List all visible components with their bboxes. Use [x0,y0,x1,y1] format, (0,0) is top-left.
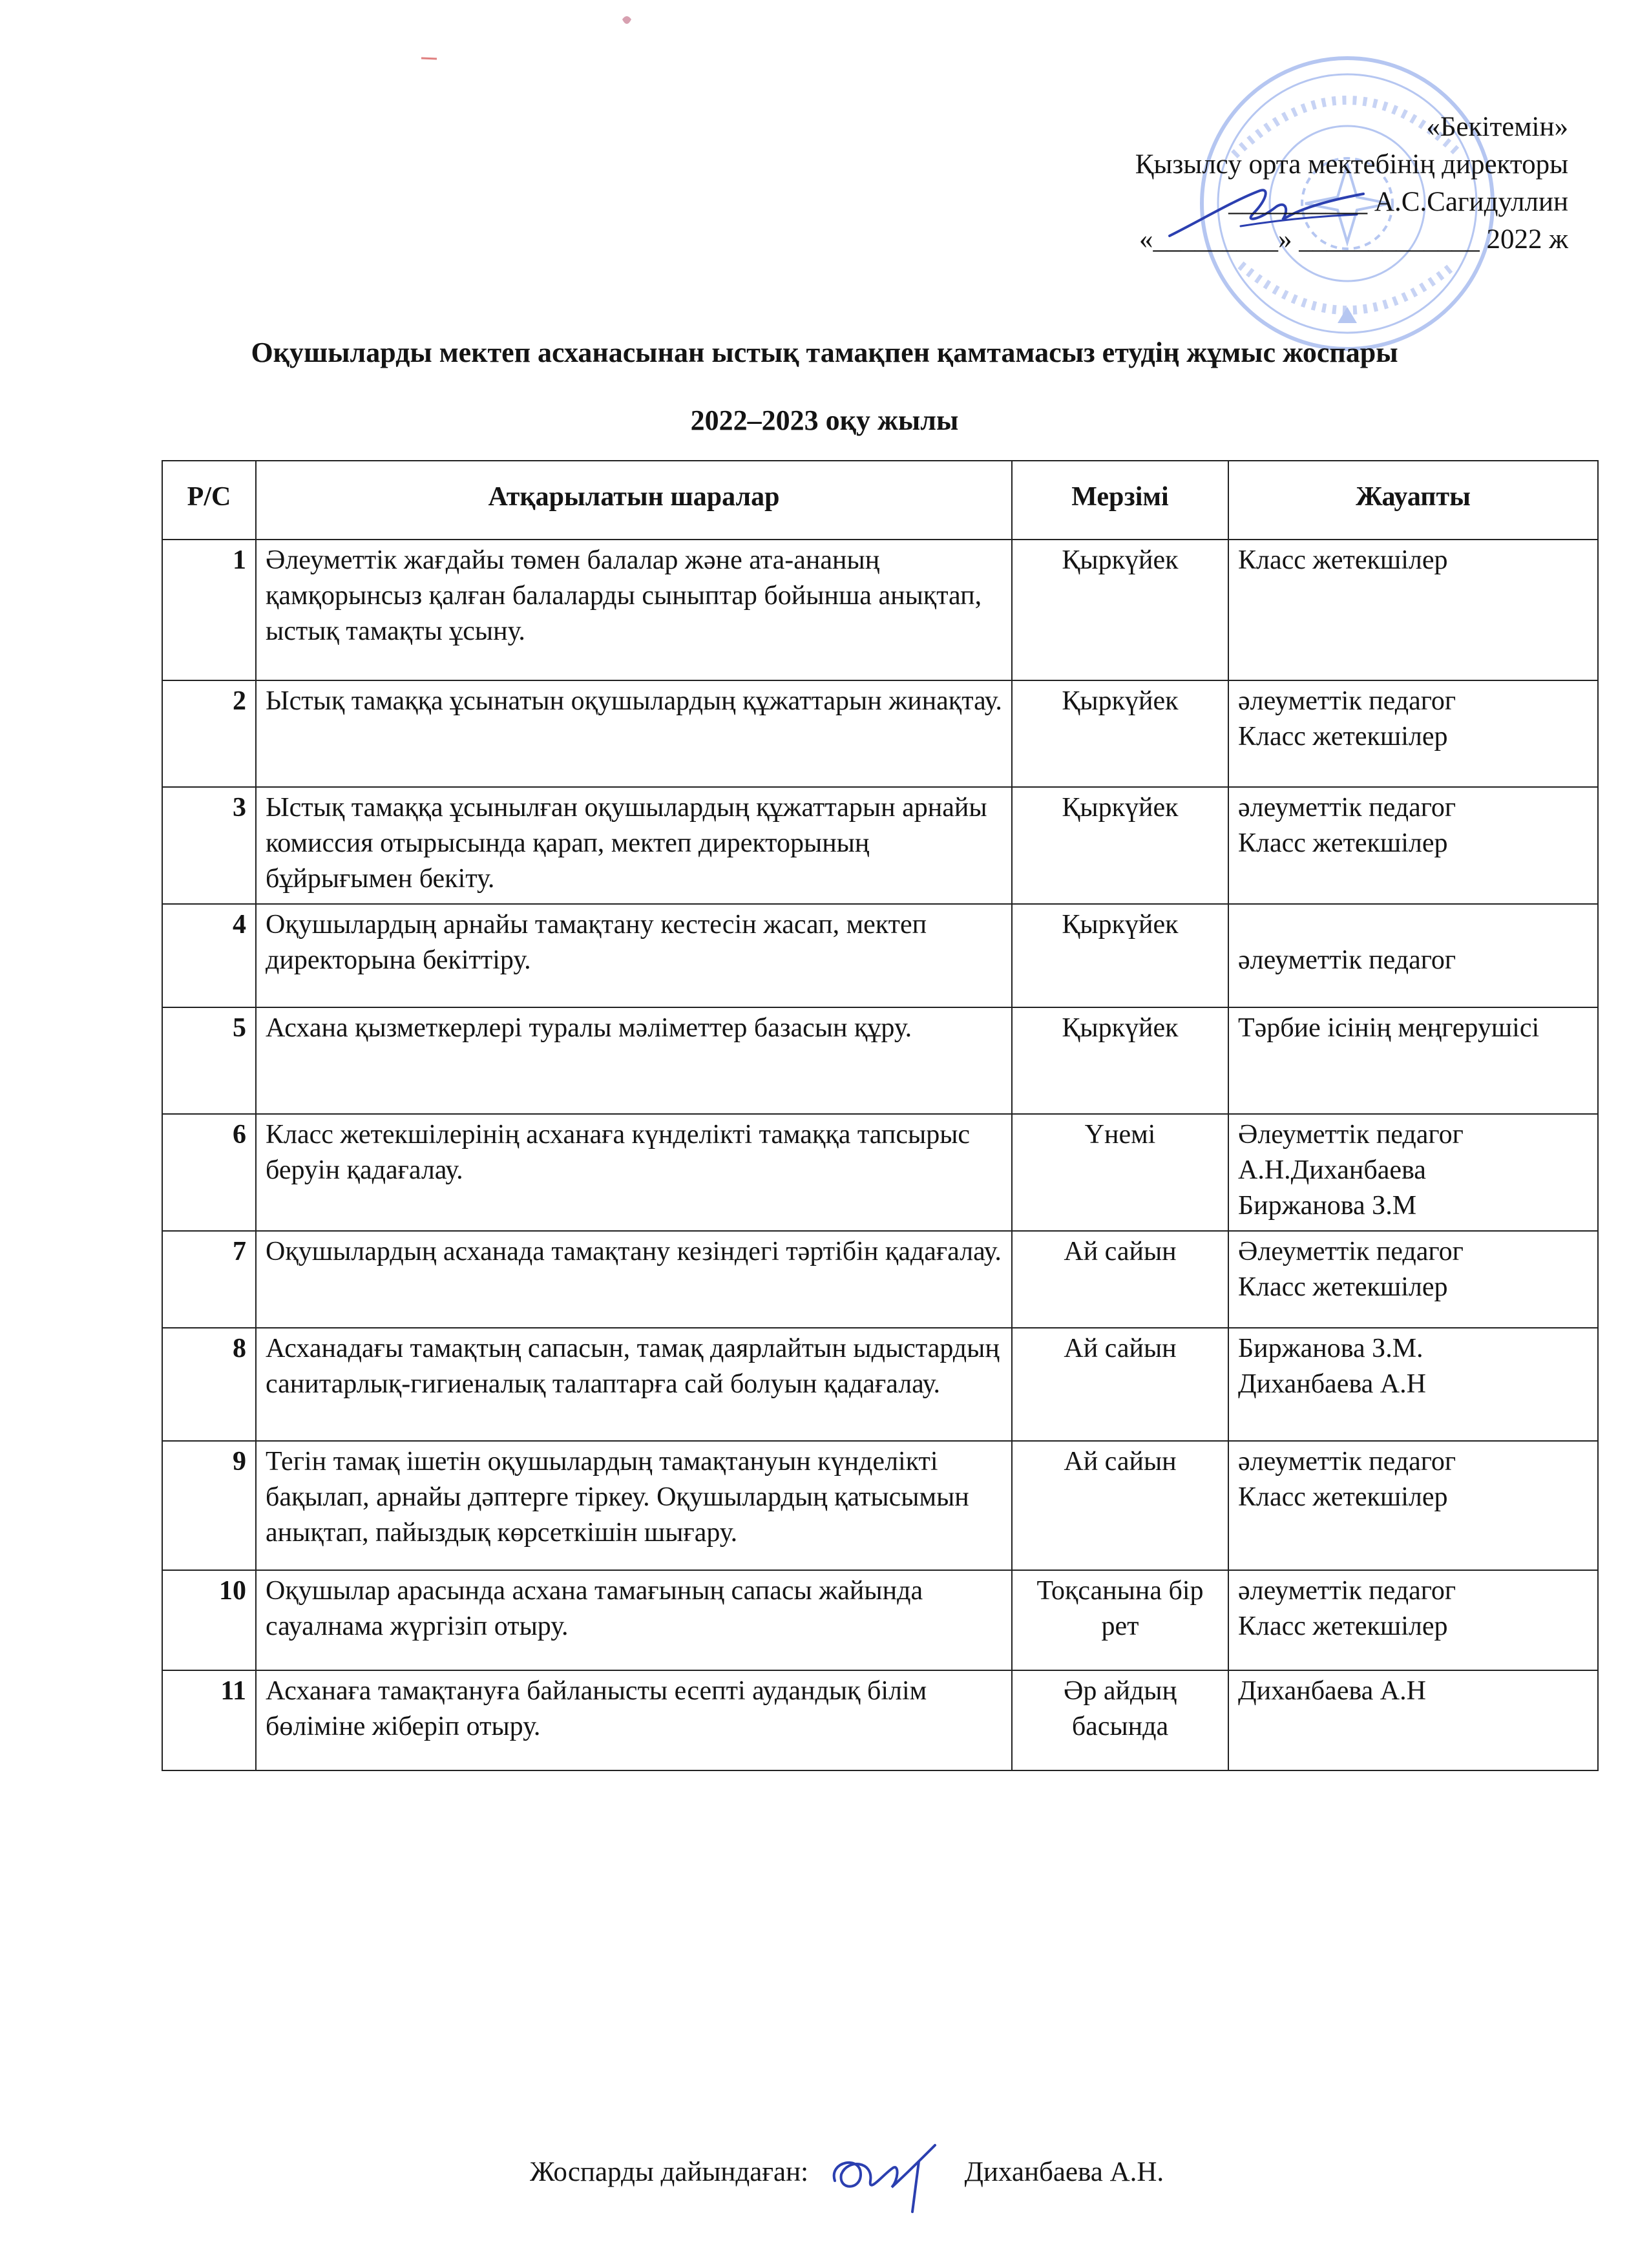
term-cell: Қыркүйек [1012,904,1228,1007]
header-number: Р/С [162,461,256,540]
header-activity: Атқарылатын шаралар [256,461,1012,540]
row-number-cell: 6 [162,1114,256,1231]
term-cell: Қыркүйек [1012,787,1228,904]
activity-cell: Класс жетекшілерінің асханаға күнделікті тамаққа тапсырыс беруін қадағалау. [256,1114,1012,1231]
responsible-cell: әлеуметтік педагог [1228,904,1598,1007]
approval-position: Қызылсу орта мектебінің директоры [1135,149,1568,180]
approval-date: «_________» _____________ 2022 ж [1139,224,1568,255]
table-row [162,1670,1598,1770]
document-title: Оқушыларды мектеп асханасынан ыстық тамақпен қамтамасыз етудің жұмыс жоспары [251,337,1398,368]
row-number-cell: 9 [162,1441,256,1570]
table-row [162,1231,1598,1328]
row-number-cell: 1 [162,540,256,680]
table-row [162,1328,1598,1441]
activity-cell: Тегін тамақ ішетін оқушылардың тамақтануын күнделікті бақылап, арнайы дәптерге тіркеу. Оқушылардың қатысымын анықтап, пайыздық көрсеткішін шығару. [256,1441,1012,1570]
row-number-cell: 8 [162,1328,256,1441]
responsible-cell: Класс жетекшілер [1228,540,1598,680]
table-row [162,1441,1598,1570]
header-responsible: Жауапты [1228,461,1598,540]
row-number-cell: 11 [162,1670,256,1770]
responsible-cell: Тәрбие ісінің меңгерушісі [1228,1007,1598,1114]
term-cell: Үнемі [1012,1114,1228,1231]
stray-ink-mark [420,55,439,61]
activity-cell: Оқушылардың асханада тамақтану кезіндегі тәртібін қадағалау. [256,1231,1012,1328]
header-term: Мерзімі [1012,461,1228,540]
activity-cell: Әлеуметтік жағдайы төмен балалар және ата-ананың қамқорынсыз қалған балаларды сыныптар бойынша анықтап, ыстық тамақты ұсыну. [256,540,1012,680]
row-number-cell: 5 [162,1007,256,1114]
responsible-cell: әлеуметтік педагог Класс жетекшілер [1228,787,1598,904]
row-number-cell: 2 [162,680,256,787]
table-row [162,540,1598,680]
approval-director-name: __________ А.С.Сагидуллин [1228,187,1568,217]
table-row [162,680,1598,787]
term-cell: Ай сайын [1012,1231,1228,1328]
table-row [162,787,1598,904]
activity-cell: Асхана қызметкерлері туралы мәліметтер базасын құру. [256,1007,1012,1114]
activity-cell: Ыстық тамаққа ұсынатын оқушылардың құжаттарын жинақтау. [256,680,1012,787]
approval-block [890,109,1568,258]
responsible-cell: Әлеуметтік педагог Класс жетекшілер [1228,1231,1598,1328]
table-row [162,904,1598,1007]
row-number-cell: 3 [162,787,256,904]
responsible-cell: әлеуметтік педагог Класс жетекшілер [1228,1570,1598,1670]
row-number-cell: 7 [162,1231,256,1328]
approval-heading: «Бекітемін» [1426,112,1568,142]
activity-cell: Асханаға тамақтануға байланысты есепті аудандық білім бөліміне жіберіп отыру. [256,1670,1012,1770]
responsible-cell: Биржанова З.М. Диханбаева А.Н [1228,1328,1598,1441]
term-cell: Қыркүйек [1012,540,1228,680]
term-cell: Қыркүйек [1012,680,1228,787]
document-subtitle: 2022–2023 оқу жылы [690,404,959,436]
activity-cell: Асханадағы тамақтың сапасын, тамақ даярлайтын ыдыстардың санитарлық-гигиеналық талаптарға сай болуын қадағалау. [256,1328,1012,1441]
responsible-cell: әлеуметтік педагог Класс жетекшілер [1228,680,1598,787]
prepared-by-line [530,2136,1164,2213]
table-row [162,1007,1598,1114]
stray-ink-mark [617,12,636,31]
activity-cell: Оқушылардың арнайы тамақтану кестесін жасап, мектеп директорына бекіттіру. [256,904,1012,1007]
responsible-cell: әлеуметтік педагог Класс жетекшілер [1228,1441,1598,1570]
activity-cell: Оқушылар арасында асхана тамағының сапасы жайында сауалнама жүргізіп отыру. [256,1570,1012,1670]
table-header-row [162,461,1598,540]
term-cell: Тоқсанына бір рет [1012,1570,1228,1670]
work-plan-table [162,460,1599,1771]
table-row [162,1570,1598,1670]
term-cell: Қыркүйек [1012,1007,1228,1114]
table-row [162,1114,1598,1231]
prepared-by-label: Жоспарды дайындаған: [530,2156,809,2187]
term-cell: Әр айдың басында [1012,1670,1228,1770]
responsible-cell: Әлеуметтік педагог А.Н.Диханбаева Биржанова З.М [1228,1114,1598,1231]
term-cell: Ай сайын [1012,1441,1228,1570]
row-number-cell: 4 [162,904,256,1007]
activity-cell: Ыстық тамаққа ұсынылған оқушылардың құжаттарын арнайы комиссия отырысында қарап, мектеп директорының бұйрығымен бекіту. [256,787,1012,904]
row-number-cell: 10 [162,1570,256,1670]
responsible-cell: Диханбаева А.Н [1228,1670,1598,1770]
preparer-signature [822,2136,951,2213]
prepared-by-name: Диханбаева А.Н. [964,2156,1164,2187]
term-cell: Ай сайын [1012,1328,1228,1441]
